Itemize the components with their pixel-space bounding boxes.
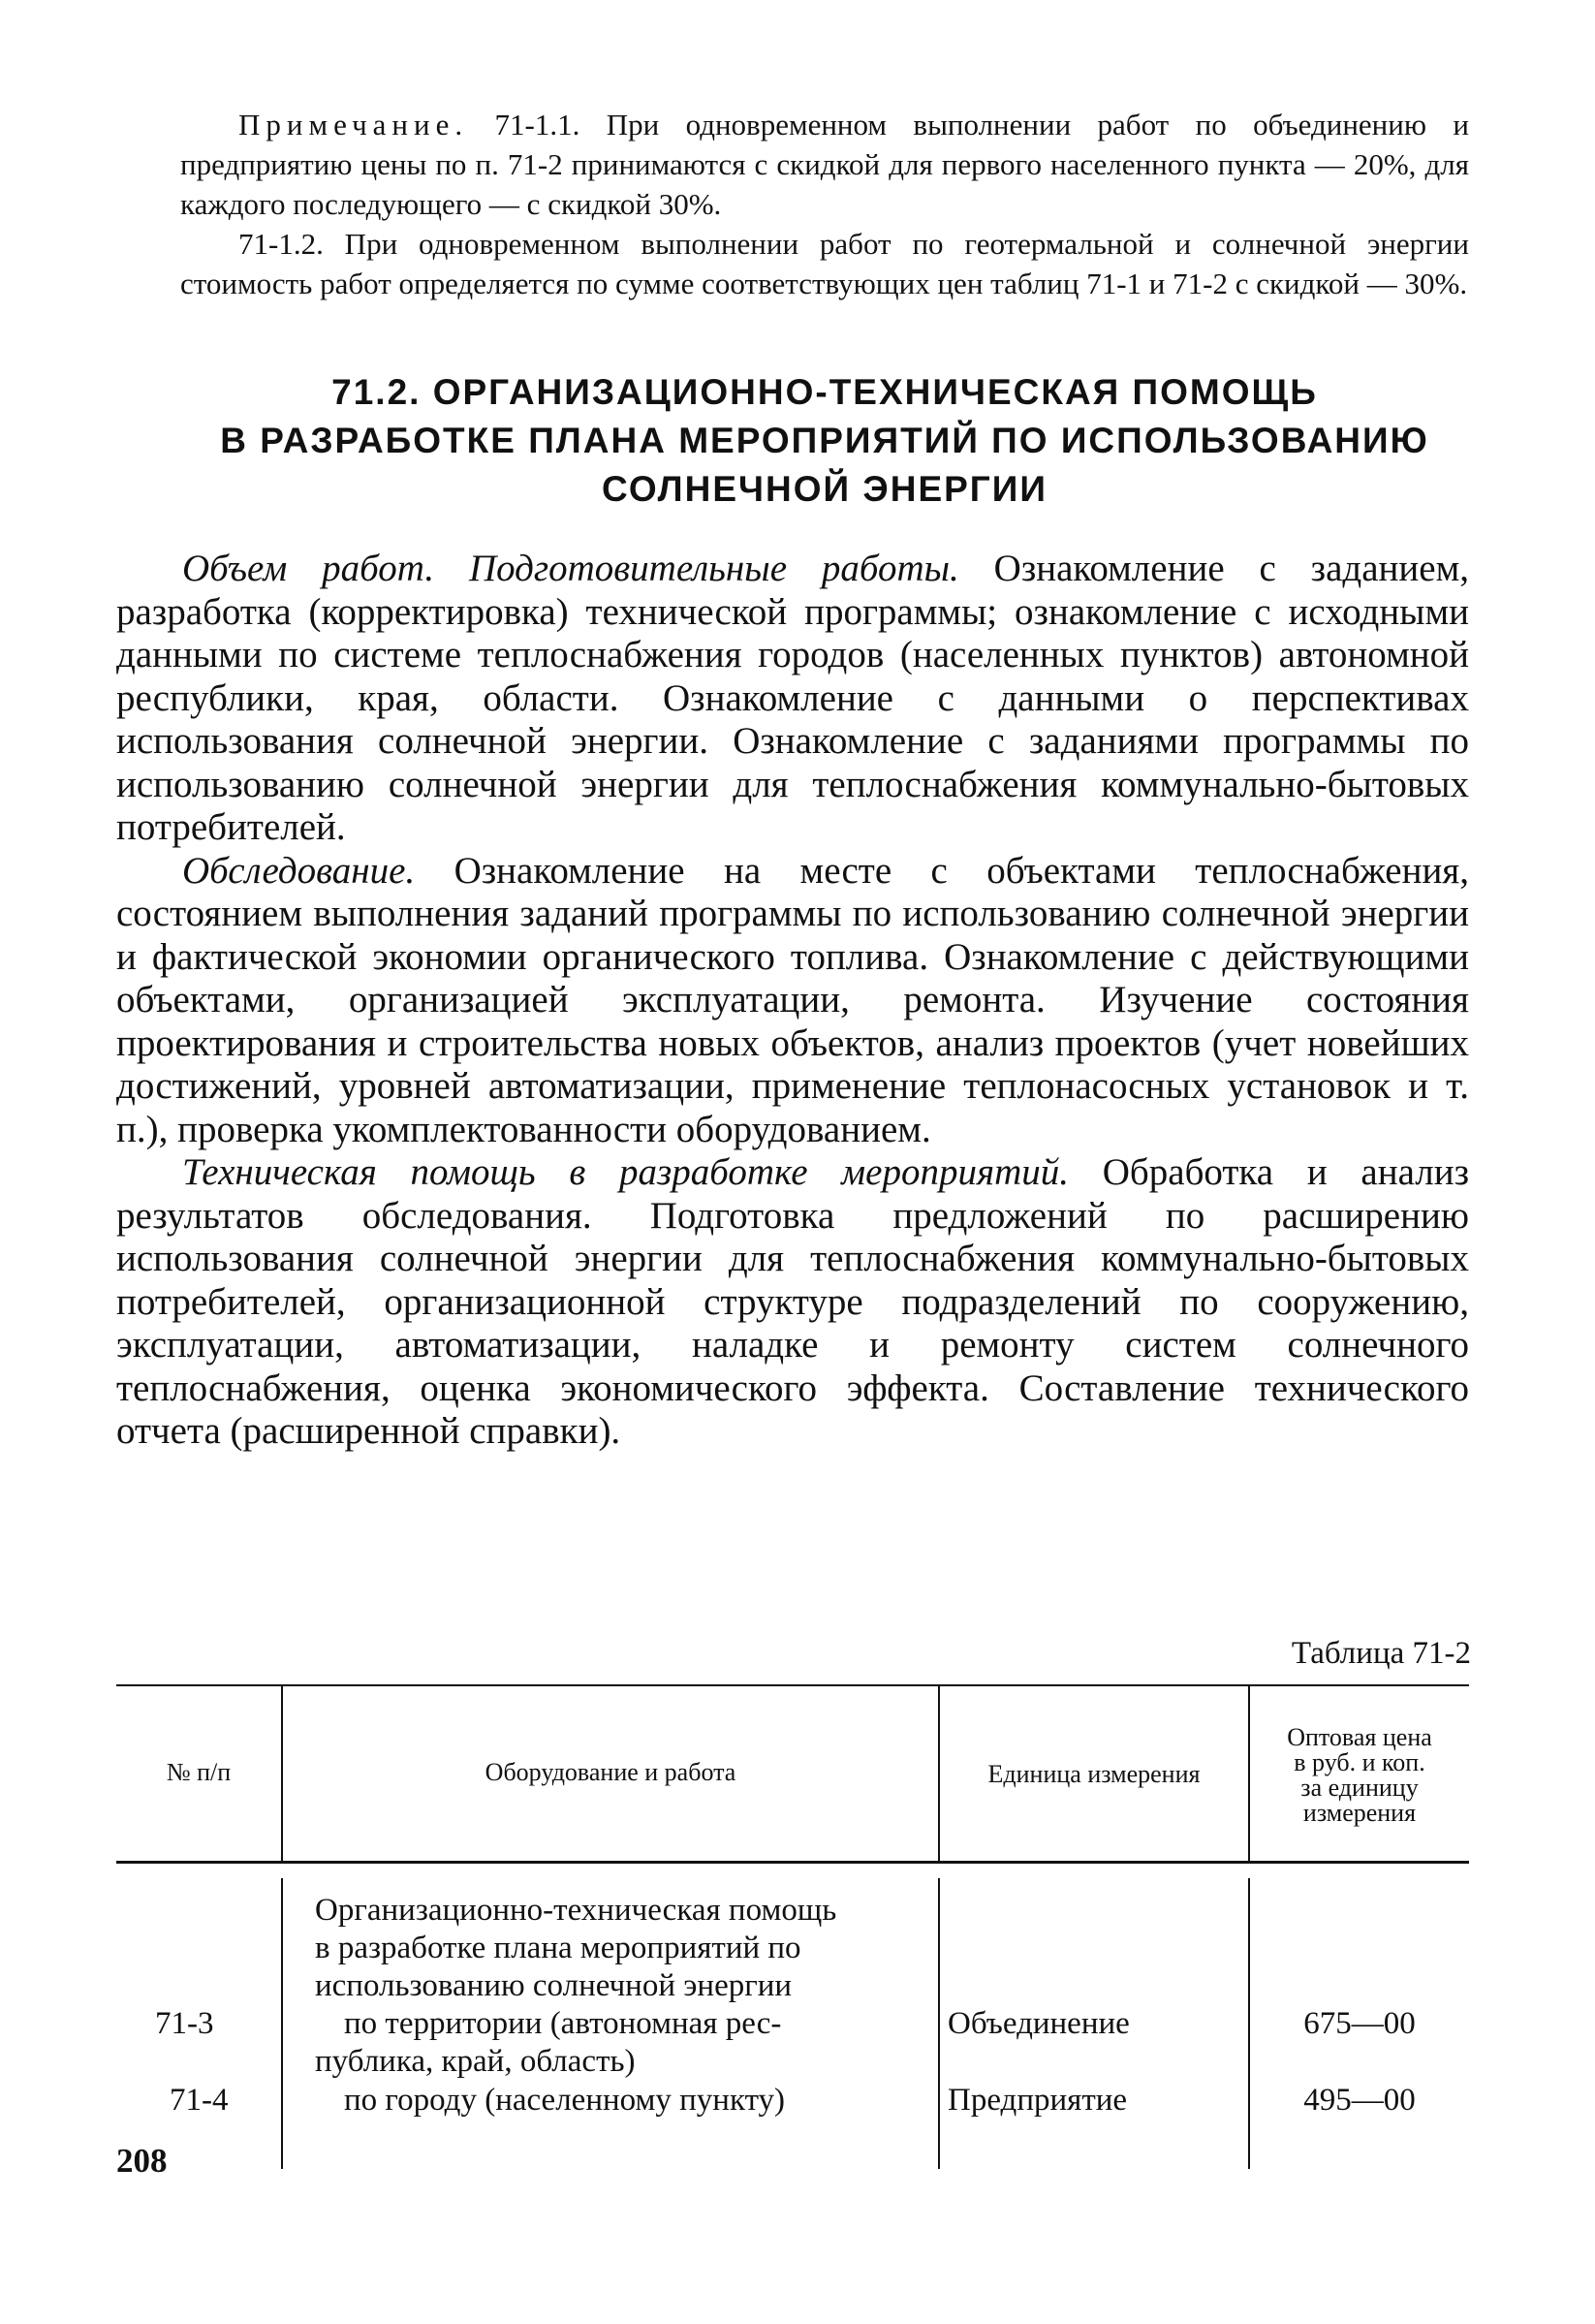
table-header-rule bbox=[116, 1861, 1469, 1864]
group-heading bbox=[315, 1892, 935, 2005]
group-line-2: в разработке плана мероприятий по bbox=[315, 1931, 801, 1965]
paragraph-survey-lead: Обследование. bbox=[182, 849, 416, 892]
note-label: Примечание. bbox=[238, 108, 469, 141]
row-price: 495—00 bbox=[1303, 2083, 1416, 2118]
paragraph-assistance-text: Обработка и анализ результатов обследования. Подготовка предложений по расширению использования солнечной энергии для теплоснабжения коммунально-бытовых потребителей, организационной структуре подразделений по сооружению, эксплуатации, автоматизации, наладке и ремонту систем солнечного теплоснабжения, оценка экономического эффекта. Составление технического отчета (расширенной справки). bbox=[116, 1151, 1469, 1452]
header-price-line-3: за единицу bbox=[1300, 1774, 1419, 1802]
note-1-text: 71-1.1. При одновременном выполнении работ по объединению и предприятию цены по п. 71-2 принимаются с скидкой для первого населенного пункта — 20%, для каждого последующего — с скидкой 30%. bbox=[180, 108, 1469, 221]
paragraph-scope-lead: Объем работ. Подготовительные работы. bbox=[182, 548, 959, 589]
paragraph-survey bbox=[116, 850, 1469, 1152]
page-number: 208 bbox=[116, 2142, 168, 2180]
section-heading bbox=[180, 368, 1469, 514]
header-work: Оборудование и работа bbox=[485, 1758, 736, 1786]
heading-line-1: 71.2. ОРГАНИЗАЦИОННО-ТЕХНИЧЕСКАЯ ПОМОЩЬ bbox=[331, 372, 1318, 412]
table-caption: Таблица 71-2 bbox=[1291, 1636, 1471, 1671]
heading-line-3: СОЛНЕЧНОЙ ЭНЕРГИИ bbox=[602, 469, 1048, 509]
table-top-rule bbox=[116, 1684, 1469, 1686]
group-line-1: Организационно-техническая помощь bbox=[315, 1893, 837, 1928]
header-price-line-1: Оптовая цена bbox=[1287, 1723, 1432, 1751]
row-work-line-1: по территории (автономная рес- bbox=[344, 2006, 782, 2041]
notes-block bbox=[180, 105, 1469, 303]
header-unit: Единица измерения bbox=[987, 1760, 1201, 1788]
header-price-line-2: в руб. и коп. bbox=[1294, 1748, 1425, 1776]
paragraph-survey-text: Ознакомление на месте с объектами теплоснабжения, состоянием выполнения заданий программы по использованию солнечной энергии и фактической экономии органического топлива. Ознакомление с действующими объектами, организацией эксплуатации, ремонта. Изучение состояния проектирования и строительства новых объектов, анализ проектов (учет новейших достижений, уровней автоматизации, применение теплонасосных установок и т. п.), проверка укомплектованности оборудованием. bbox=[116, 849, 1469, 1150]
paragraph-scope-text: Ознакомление с заданием, разработка (корректировка) технической программы; ознакомление с исходными данными по системе теплоснабжения городов (населенных пунктов) автономной республики, края, области. Ознакомление с данными о перспективах использования солнечной энергии. Ознакомление с заданиями программы по использованию солнечной энергии для теплоснабжения коммунально-бытовых потребителей. bbox=[116, 548, 1470, 848]
body-text bbox=[116, 548, 1469, 1454]
row-price: 675—00 bbox=[1303, 2006, 1416, 2041]
row-work-line-2: публика, край, область) bbox=[315, 2044, 636, 2079]
col-divider-2-body bbox=[938, 1878, 940, 2169]
paragraph-scope bbox=[116, 548, 1469, 850]
header-price-line-4: измерения bbox=[1302, 1799, 1417, 1827]
row-unit: Предприятие bbox=[948, 2083, 1128, 2118]
note-2: 71-1.2. При одновременном выполнении работ по геотермальной и солнечной энергии стоимость работ определяется по сумме соответствующих цен таблиц 71-1 и 71-2 с скидкой — 30%. bbox=[180, 227, 1469, 300]
header-number: № п/п bbox=[166, 1758, 232, 1786]
group-line-3: использованию солнечной энергии bbox=[315, 1968, 793, 2003]
row-work: по городу (населенному пункту) bbox=[344, 2083, 786, 2118]
note-1 bbox=[180, 105, 1469, 224]
row-work bbox=[315, 2005, 935, 2081]
paragraph-assistance-lead: Техническая помощь в разработке мероприятий. bbox=[182, 1151, 1070, 1193]
row-number: 71-3 bbox=[155, 2006, 214, 2041]
header-price bbox=[1250, 1725, 1469, 1826]
paragraph-assistance bbox=[116, 1151, 1469, 1454]
row-number: 71-4 bbox=[170, 2083, 229, 2118]
heading-line-2: В РАЗРАБОТКЕ ПЛАНА МЕРОПРИЯТИЙ ПО ИСПОЛЬЗОВАНИЮ bbox=[220, 421, 1429, 460]
col-divider-1-body bbox=[281, 1878, 283, 2169]
row-unit: Объединение bbox=[948, 2006, 1130, 2041]
